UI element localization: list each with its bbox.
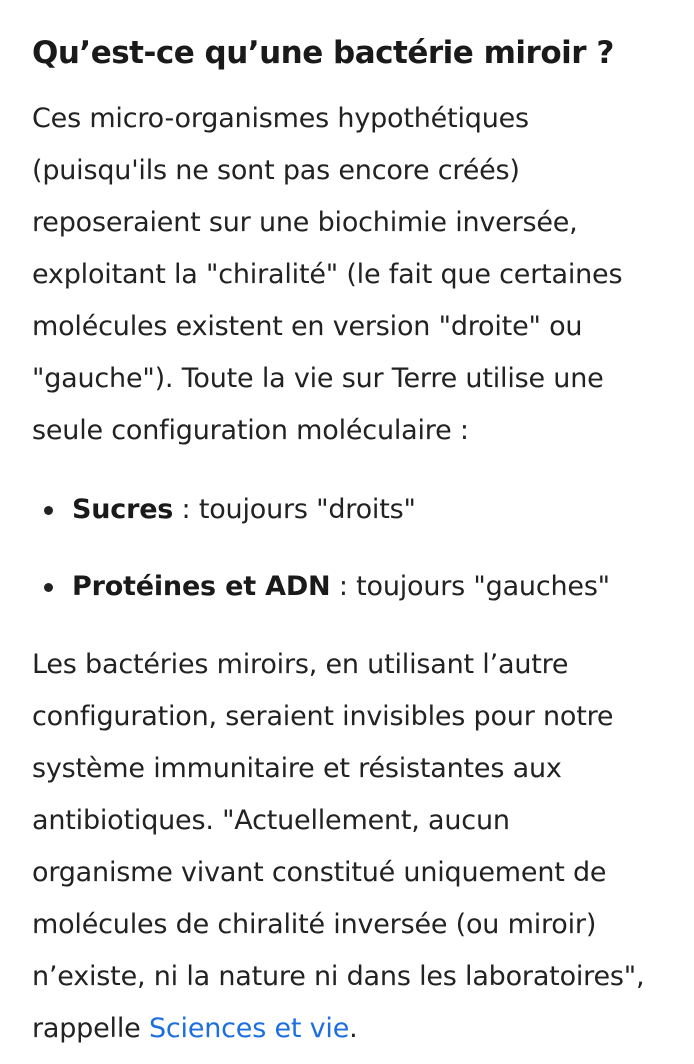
bullet-dot-icon bbox=[44, 583, 53, 592]
intro-line: reposeraient sur une biochimie inversée, bbox=[32, 207, 578, 238]
second-line-last bbox=[32, 1003, 678, 1055]
second-line: molécules de chiralité inversée (ou miroir) bbox=[32, 909, 597, 940]
list-item-text bbox=[72, 561, 610, 613]
intro-line: Ces micro-organismes hypothétiques bbox=[32, 103, 529, 134]
list-item-desc: : toujours "droits" bbox=[173, 494, 416, 525]
intro-line: (puisqu'ils ne sont pas encore créés) bbox=[32, 155, 520, 186]
intro-paragraph bbox=[32, 93, 678, 457]
intro-line: seule configuration moléculaire : bbox=[32, 415, 469, 446]
list-item-desc: : toujours "gauches" bbox=[330, 571, 610, 602]
intro-line: "gauche"). Toute la vie sur Terre utilise une bbox=[32, 363, 604, 394]
article-heading: Qu’est-ce qu’une bactérie miroir ? bbox=[32, 35, 614, 71]
second-line: n’existe, ni la nature ni dans les laboratoires", bbox=[32, 961, 645, 992]
intro-line: molécules existent en version "droite" ou bbox=[32, 311, 583, 342]
list-item-text bbox=[72, 484, 416, 536]
second-paragraph bbox=[32, 639, 678, 1055]
list-item-term: Sucres bbox=[72, 494, 174, 525]
second-line: organisme vivant constitué uniquement de bbox=[32, 857, 607, 888]
second-line: Les bactéries miroirs, en utilisant l’autre bbox=[32, 649, 569, 680]
list-item-term: Protéines et ADN bbox=[72, 571, 331, 602]
attribution-suffix: . bbox=[349, 1013, 358, 1044]
source-link[interactable]: Sciences et vie bbox=[148, 1013, 350, 1044]
bullet-dot-icon bbox=[44, 506, 53, 515]
second-line: système immunitaire et résistantes aux bbox=[32, 753, 562, 784]
second-line: configuration, seraient invisibles pour notre bbox=[32, 701, 614, 732]
intro-line: exploitant la "chiralité" (le fait que certaines bbox=[32, 259, 623, 290]
second-line: antibiotiques. "Actuellement, aucun bbox=[32, 805, 510, 836]
attribution-prefix: rappelle bbox=[32, 1013, 149, 1044]
